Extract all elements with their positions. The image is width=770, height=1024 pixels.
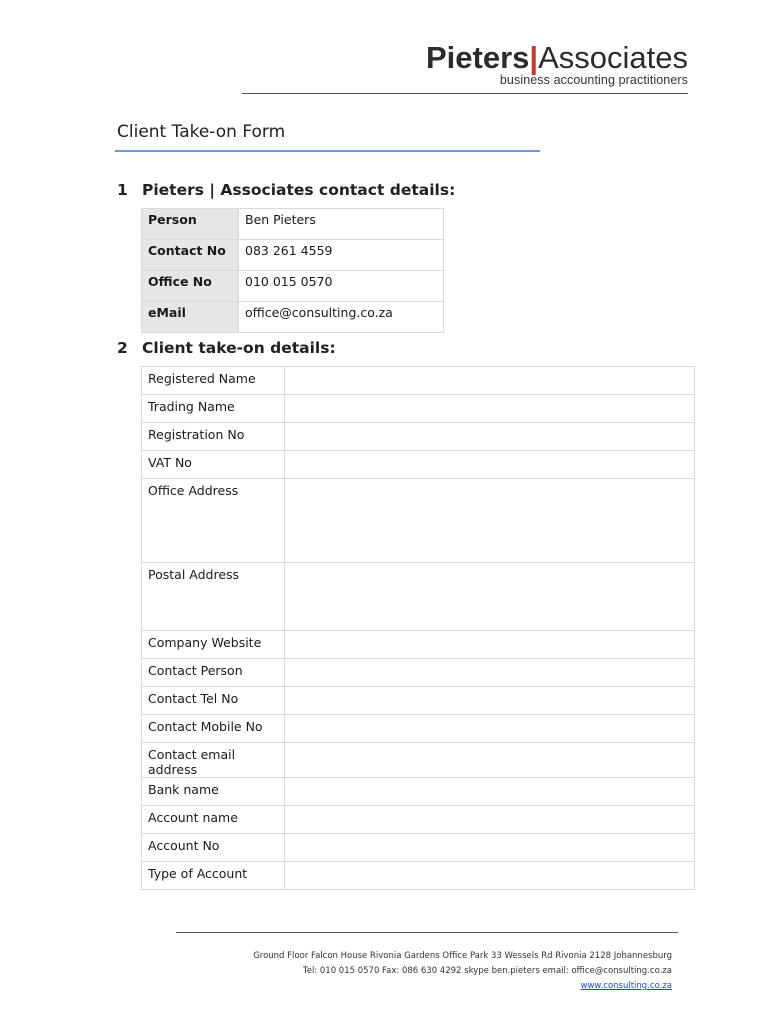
table-row (142, 806, 695, 834)
field-label: Account name (142, 806, 285, 834)
table-row (142, 209, 444, 240)
section-2-number: 2 (117, 339, 128, 357)
field-label: Contact Person (142, 659, 285, 687)
account-name-field[interactable] (285, 806, 695, 834)
contact-tel-field[interactable] (285, 687, 695, 715)
table-row (142, 659, 695, 687)
client-details-table (141, 366, 695, 890)
page-footer (253, 949, 672, 994)
contact-value: 083 261 4559 (239, 240, 444, 271)
field-label: Trading Name (142, 395, 285, 423)
section-1-heading (117, 181, 455, 199)
title-underline (115, 150, 540, 152)
section-2-title: Client take-on details: (142, 339, 336, 357)
form-title: Client Take-on Form (117, 122, 286, 142)
section-1-title: Pieters | Associates contact details: (142, 181, 456, 199)
table-row (142, 715, 695, 743)
table-row (142, 778, 695, 806)
postal-address-field[interactable] (285, 563, 695, 631)
table-row (142, 479, 695, 563)
table-row (142, 631, 695, 659)
table-row (142, 423, 695, 451)
header-divider (242, 93, 688, 94)
contact-email-field[interactable] (285, 743, 695, 778)
contact-value: Ben Pieters (239, 209, 444, 240)
table-row (142, 395, 695, 423)
logo-name-bold: Pieters (426, 40, 530, 75)
logo-wordmark (426, 42, 688, 74)
office-address-field[interactable] (285, 479, 695, 563)
field-label: Registered Name (142, 367, 285, 395)
account-no-field[interactable] (285, 834, 695, 862)
field-label: Postal Address (142, 563, 285, 631)
company-website-field[interactable] (285, 631, 695, 659)
table-row (142, 271, 444, 302)
table-row (142, 367, 695, 395)
footer-divider (176, 932, 678, 933)
account-type-field[interactable] (285, 862, 695, 890)
field-label: Type of Account (142, 862, 285, 890)
field-label: Account No (142, 834, 285, 862)
field-label: Contact email address (142, 743, 285, 778)
table-row (142, 563, 695, 631)
contact-label: Contact No (142, 240, 239, 271)
contact-value: office@consulting.co.za (239, 302, 444, 333)
table-row (142, 834, 695, 862)
table-row (142, 451, 695, 479)
vat-no-field[interactable] (285, 451, 695, 479)
field-label: Office Address (142, 479, 285, 563)
contact-label: Person (142, 209, 239, 240)
registered-name-field[interactable] (285, 367, 695, 395)
contact-value: 010 015 0570 (239, 271, 444, 302)
contact-mobile-field[interactable] (285, 715, 695, 743)
table-row (142, 687, 695, 715)
field-label: Company Website (142, 631, 285, 659)
company-logo (426, 42, 688, 87)
field-label: Bank name (142, 778, 285, 806)
footer-address: Ground Floor Falcon House Rivonia Gardens Office Park 33 Wessels Rd Rivonia 2128 Johannesburg (253, 951, 672, 961)
website-link[interactable]: www.consulting.co.za (580, 981, 672, 991)
logo-bar: | (529, 40, 539, 75)
table-row (142, 240, 444, 271)
bank-name-field[interactable] (285, 778, 695, 806)
table-row (142, 862, 695, 890)
contact-details-table (141, 208, 444, 333)
logo-name-light: Associates (538, 40, 688, 75)
field-label: Contact Tel No (142, 687, 285, 715)
footer-contacts: Tel: 010 015 0570 Fax: 086 630 4292 skype ben.pieters email: office@consulting.co.za (302, 966, 672, 976)
section-2-heading (117, 339, 336, 357)
field-label: Registration No (142, 423, 285, 451)
section-1-number: 1 (117, 181, 128, 199)
table-row (142, 302, 444, 333)
field-label: Contact Mobile No (142, 715, 285, 743)
trading-name-field[interactable] (285, 395, 695, 423)
registration-no-field[interactable] (285, 423, 695, 451)
field-label: VAT No (142, 451, 285, 479)
contact-person-field[interactable] (285, 659, 695, 687)
contact-label: Office No (142, 271, 239, 302)
logo-tagline: business accounting practitioners (499, 73, 688, 87)
contact-label: eMail (142, 302, 239, 333)
table-row (142, 743, 695, 778)
